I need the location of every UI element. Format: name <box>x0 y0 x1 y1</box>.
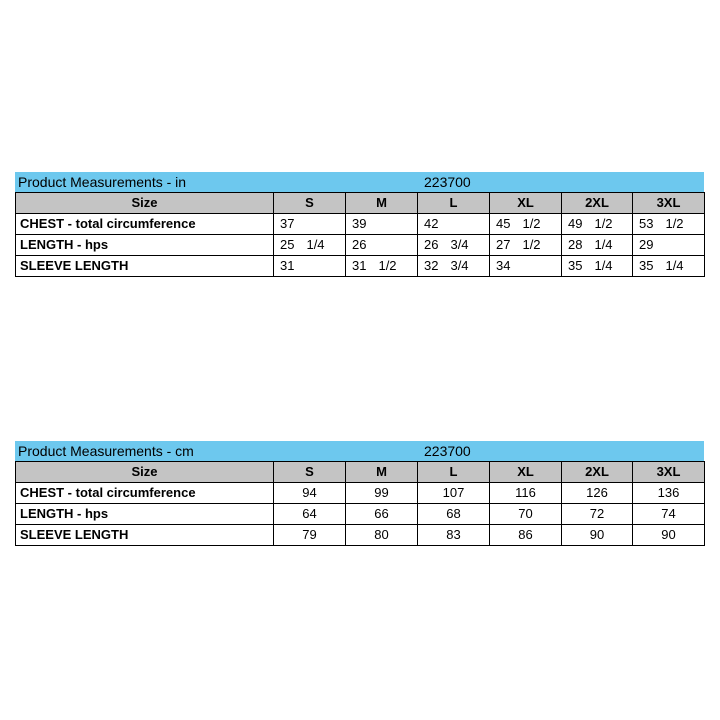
cm-product-code: 223700 <box>424 443 471 459</box>
size-column-header: 2XL <box>562 462 633 483</box>
table-row <box>16 256 705 277</box>
table-row <box>16 235 705 256</box>
measurement-cell: 42 <box>418 214 490 235</box>
measurement-cell: 29 <box>633 235 705 256</box>
measurement-cell: 64 <box>274 504 346 525</box>
table-row <box>16 525 705 546</box>
cm-title-bar <box>15 441 704 461</box>
size-column-header: S <box>274 193 346 214</box>
measurement-cell: 99 <box>346 483 418 504</box>
measurement-cell: 74 <box>633 504 705 525</box>
measurement-label: SLEEVE LENGTH <box>16 525 274 546</box>
measurement-cell: 49 1/2 <box>562 214 633 235</box>
measurement-cell: 39 <box>346 214 418 235</box>
measurement-cell: 68 <box>418 504 490 525</box>
measurement-cell: 28 1/4 <box>562 235 633 256</box>
inches-measurement-table <box>15 192 705 277</box>
measurement-cell: 79 <box>274 525 346 546</box>
inches-measurement-block <box>15 172 704 277</box>
cm-table-title: Product Measurements - cm <box>18 443 194 459</box>
measurement-cell: 32 3/4 <box>418 256 490 277</box>
cm-measurement-block <box>15 441 704 546</box>
measurement-label: LENGTH - hps <box>16 235 274 256</box>
inches-title-bar <box>15 172 704 192</box>
size-header-cell: Size <box>16 193 274 214</box>
size-column-header: L <box>418 193 490 214</box>
table-header-row <box>16 462 705 483</box>
size-column-header: M <box>346 193 418 214</box>
size-column-header: 3XL <box>633 462 705 483</box>
size-column-header: M <box>346 462 418 483</box>
inches-table-title: Product Measurements - in <box>18 174 187 190</box>
size-column-header: L <box>418 462 490 483</box>
measurement-cell: 83 <box>418 525 490 546</box>
measurement-cell: 37 <box>274 214 346 235</box>
measurement-cell: 94 <box>274 483 346 504</box>
measurement-cell: 45 1/2 <box>490 214 562 235</box>
measurement-label: SLEEVE LENGTH <box>16 256 274 277</box>
measurement-cell: 107 <box>418 483 490 504</box>
size-column-header: S <box>274 462 346 483</box>
measurement-cell: 116 <box>490 483 562 504</box>
measurement-label: CHEST - total circumference <box>16 214 274 235</box>
measurement-cell: 26 <box>346 235 418 256</box>
table-row <box>16 214 705 235</box>
measurement-cell: 86 <box>490 525 562 546</box>
measurement-cell: 26 3/4 <box>418 235 490 256</box>
measurement-label: CHEST - total circumference <box>16 483 274 504</box>
measurement-cell: 53 1/2 <box>633 214 705 235</box>
measurement-cell: 31 1/2 <box>346 256 418 277</box>
size-column-header: 3XL <box>633 193 705 214</box>
measurement-cell: 80 <box>346 525 418 546</box>
size-column-header: XL <box>490 462 562 483</box>
measurement-cell: 72 <box>562 504 633 525</box>
measurement-cell: 70 <box>490 504 562 525</box>
measurement-cell: 27 1/2 <box>490 235 562 256</box>
table-row <box>16 483 705 504</box>
measurement-cell: 35 1/4 <box>633 256 705 277</box>
inches-product-code: 223700 <box>424 174 471 190</box>
measurement-cell: 90 <box>633 525 705 546</box>
measurement-cell: 25 1/4 <box>274 235 346 256</box>
measurement-cell: 35 1/4 <box>562 256 633 277</box>
measurement-cell: 66 <box>346 504 418 525</box>
size-column-header: XL <box>490 193 562 214</box>
size-header-cell: Size <box>16 462 274 483</box>
table-row <box>16 504 705 525</box>
measurement-cell: 31 <box>274 256 346 277</box>
measurement-cell: 126 <box>562 483 633 504</box>
measurement-cell: 90 <box>562 525 633 546</box>
measurement-cell: 136 <box>633 483 705 504</box>
cm-measurement-table <box>15 461 705 546</box>
size-column-header: 2XL <box>562 193 633 214</box>
table-header-row <box>16 193 705 214</box>
measurement-cell: 34 <box>490 256 562 277</box>
measurement-label: LENGTH - hps <box>16 504 274 525</box>
